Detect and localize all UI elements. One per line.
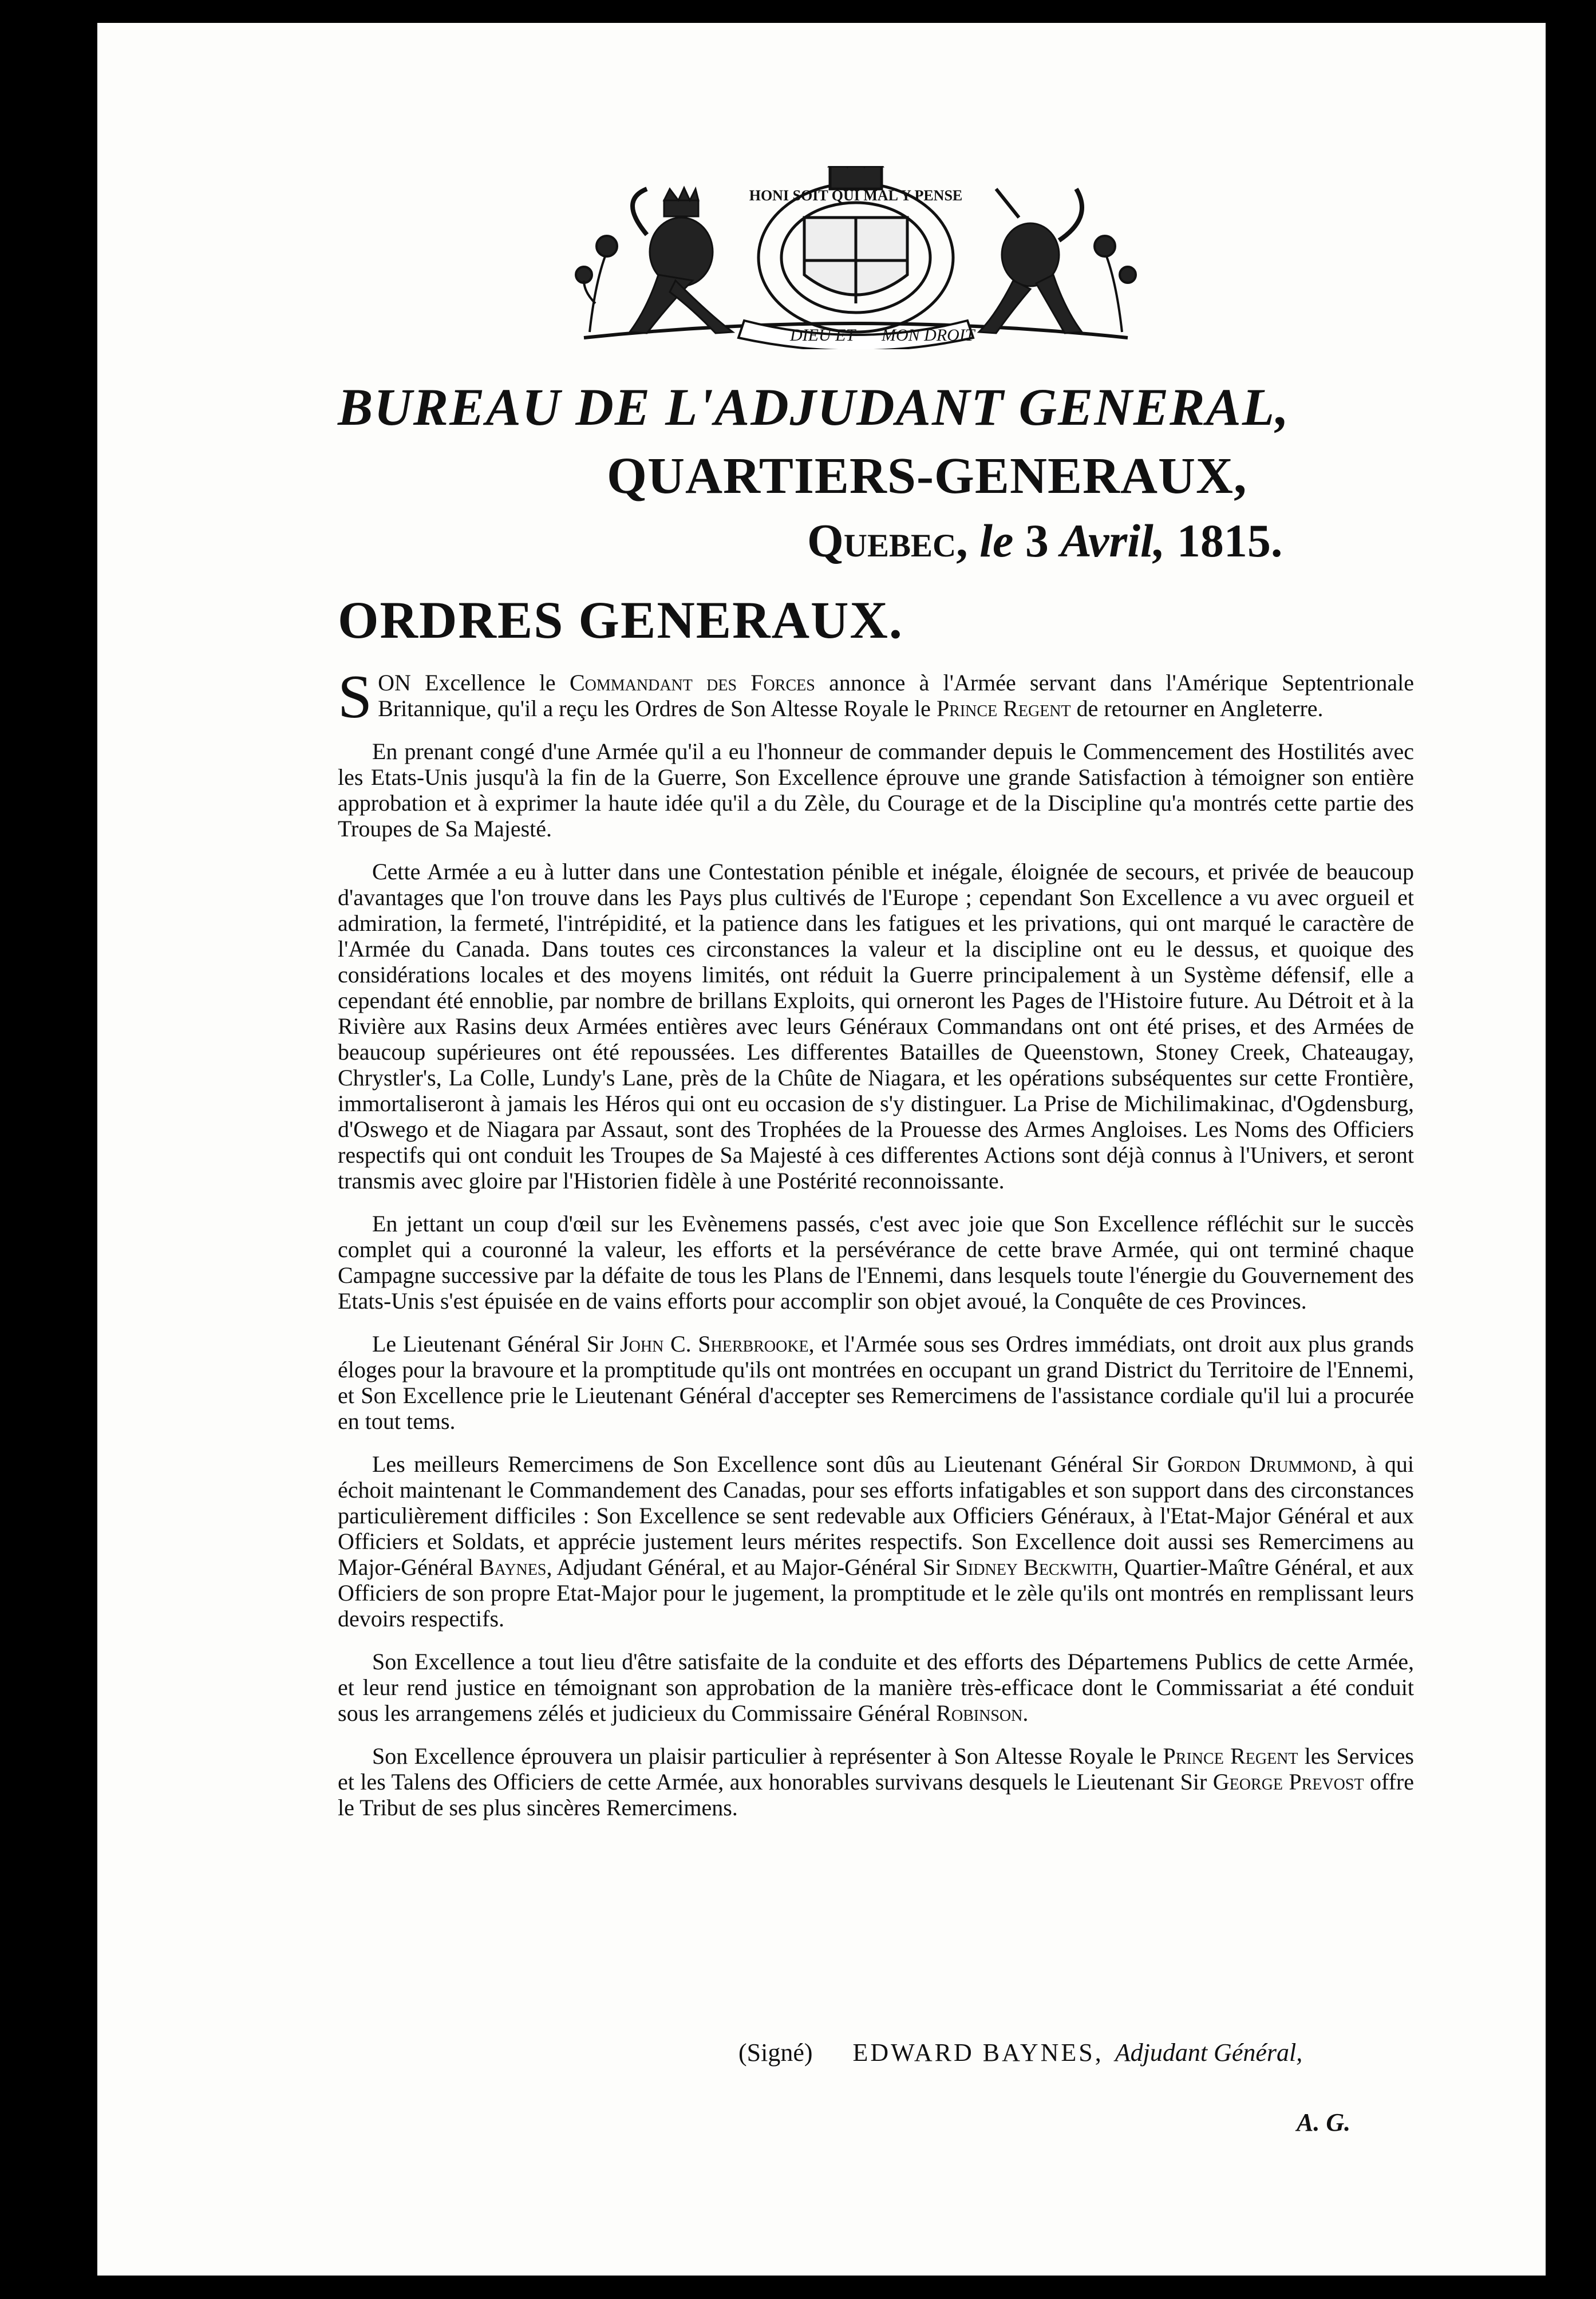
dateline-day: 3 [1025, 515, 1049, 567]
signatory-role: Adjudant Général, [1115, 2039, 1303, 2067]
dateline-month: Avril, [1060, 515, 1166, 567]
signature-line [738, 2038, 1302, 2067]
paragraph-7 [338, 1649, 1414, 1726]
signatory-initials: A. G. [1297, 2108, 1351, 2136]
paragraph-2: En prenant congé d'une Armée qu'il a eu l'honneur de commander depuis le Commencement des Hostilités avec les Etats-Unis jusqu'à la fin de la Guerre, Son Excellence éprouve une grande Satisfaction à témoigner son entière approbation et à exprimer la haute idée qu'il a du Zèle, du Courage et de la Discipline qu'a montrés cette partie des Troupes de Sa Majesté. [338, 738, 1414, 842]
text-run: Son Excellence a tout lieu d'être satisfaite de la conduite et des efforts des Départemens Publics de cette Armée, et leur rend justice en témoignant son approbation de la manière très-efficace dont le Commissariat a été conduit sous les arrangemens zélés et judicieux du Commissaire Général [338, 1649, 1414, 1726]
paragraph-1 [338, 663, 1414, 731]
text-run: offre le Tribut de ses plus sincères Remercimens. [338, 1769, 1414, 1820]
paragraph-3: Cette Armée a eu à lutter dans une Contestation pénible et inégale, éloignée de secours, et privée de beaucoup d'avantages que l'on trouve dans les Pays plus cultivés de l'Europe ; cependant Son Excellence a vu avec orgueil et admiration, la fermeté, l'intrépidité, et la patience dans les fatigues et les privations, qui ont marqué le caractère de l'Armée du Canada. Dans toutes ces circonstances la valeur et la discipline ont eu le dessus, et quoique des considérations locales et des moyens limités, ont réduit la Guerre principalement à un Système défensif, elle a cependant été ennoblie, par nombre de brillans Exploits, qui orneront les Pages de l'Histoire future. Au Détroit et à la Rivière aux Rasins deux Armées entières avec leurs Généraux Commandans ont ont été prises, et des Armées de beaucoup supérieures ont été repoussées. Les differentes Batailles de Queenstown, Stoney Creek, Chateaugay, Chrystler's, La Colle, Lundy's Lane, près de la Chûte de Niagara, et les opérations subséquentes sur cette Frontière, immortaliseront à jamais les Héros qui ont eu occasion de s'y distinguer. La Prise de Michilimakinac, d'Ogdensburg, d'Oswego et de Niagara par Assaut, sont des Trophées de la Prouesse des Armes Angloises. Les Noms des Officiers respectifs qui ont conduit les Troupes de Sa Majesté à ces differentes Actions sont déjà connus à l'Univers, et seront transmis avec gloire par l'Historien fidèle à une Postérité reconnoissante. [338, 859, 1414, 1194]
paragraph-4: En jettant un coup d'œil sur les Evènemens passés, c'est avec joie que Son Excellence réfléchit sur le succès complet qui a couronné la valeur, les efforts et la persévérance de cette brave Armée, qui ont terminé chaque Campagne successive par la défaite de tous les Plans de l'Ennemi, dans lesquels toute l'énergie du Gouvernement des Etats-Unis s'est épuisée en de vains efforts pour accomplir son objet avoué, la Conquête de ces Provinces. [338, 1211, 1414, 1314]
headquarters-title: QUARTIERS-GENERAUX, [607, 448, 1247, 504]
text-run: annonce à l'Armée servant dans l'Amérique Septentrionale Britannique, qu'il a reçu les Ordres de Son Altesse Royale le [378, 670, 1414, 721]
garter-motto: HONI SOIT QUI MAL Y PENSE [749, 187, 963, 204]
small-caps-run: Baynes [479, 1554, 547, 1580]
small-caps-run: Robinson [936, 1700, 1023, 1726]
text-run: , et l'Armée sous ses Ordres immédiats, ont droit aux plus grands éloges pour la bravoure et la promptitude qu'ils ont montrées en occupant un grand District du Territoire de l'Ennemi, et Son Excellence prie le Lieutenant Général d'accepter ses Remercimens de l'assistance cordiale qu'il lui a procurée en tout tems. [338, 1331, 1414, 1434]
motto-left: DIEU ET [790, 326, 856, 345]
orders-body [338, 663, 1415, 1838]
signatory-name: EDWARD BAYNES, [852, 2039, 1104, 2067]
dateline-city: Quebec, [807, 515, 968, 567]
paragraph-8 [338, 1743, 1414, 1820]
small-caps-run: Prince Regent [1163, 1743, 1298, 1769]
drop-cap: S [338, 663, 373, 731]
dateline-year: 1815. [1176, 515, 1283, 567]
dateline [807, 514, 1282, 568]
royal-coat-of-arms [561, 166, 1151, 349]
text-run: de retourner en Angleterre. [1070, 696, 1324, 721]
orders-title: ORDRES GENERAUX. [338, 591, 903, 649]
paragraph-6 [338, 1451, 1414, 1632]
small-caps-run: Gordon Drummond [1167, 1451, 1352, 1477]
broadside-page [97, 23, 1546, 2276]
text-run: Les meilleurs Remercimens de Son Excellence sont dûs au Lieutenant Général Sir [372, 1451, 1167, 1477]
signed-label: (Signé) [738, 2039, 813, 2067]
bureau-title: BUREAU DE L'ADJUDANT GENERAL, [338, 378, 1290, 436]
dateline-le: le [979, 515, 1014, 567]
text-run: , Quartier-Maître Général, et aux Officiers de son propre Etat-Major pour le jugement, la promptitude et le zèle qu'ils ont montrés en remplissant leurs devoirs respectifs. [338, 1554, 1414, 1632]
text-run: , à qui échoit maintenant le Commandement des Canadas, pour ses efforts infatigables et son support dans des circonstances particulièrement difficiles : Son Excellence se sent redevable aux Officiers Généraux, à l'Etat-Major Général et aux Officiers et Soldats, et apprécie justement leurs mérites respectifs. Son Excellence doit aussi ses Remercimens au Major-Général [338, 1451, 1415, 1580]
text-run: ON Excellence le [378, 670, 570, 696]
text-run: , Adjudant Général, et au Major-Général Sir [546, 1554, 955, 1580]
small-caps-run: Commandant des Forces [569, 670, 815, 696]
small-caps-run: Sidney Beckwith [955, 1554, 1113, 1580]
text-run: Le Lieutenant Général Sir [372, 1331, 621, 1357]
motto-right: MON DROIT [882, 326, 975, 345]
paragraph-5 [338, 1331, 1414, 1434]
small-caps-run: Prince Regent [936, 696, 1071, 721]
text-run: les Services et les Talens des Officiers de cette Armée, aux honorables survivans desquels le Lieutenant Sir [338, 1743, 1414, 1795]
small-caps-run: John C. Sherbrooke [620, 1331, 809, 1357]
text-run: . [1022, 1700, 1029, 1726]
text-run: Son Excellence éprouvera un plaisir particulier à représenter à Son Altesse Royale le [372, 1743, 1163, 1769]
small-caps-run: George Prevost [1212, 1769, 1364, 1795]
